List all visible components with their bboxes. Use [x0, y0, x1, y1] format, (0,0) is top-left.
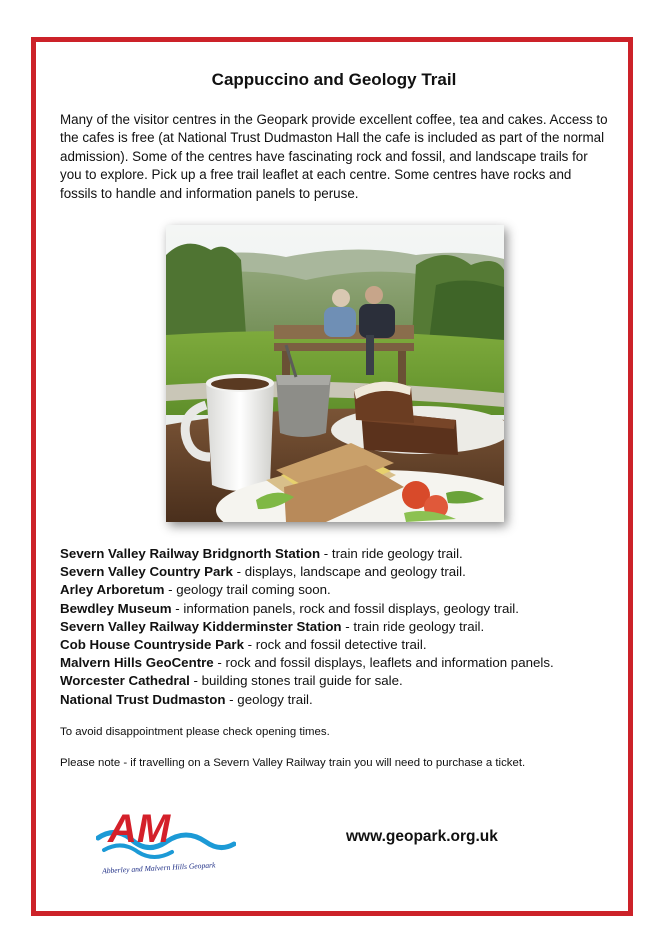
site-description: - train ride geology trail. — [320, 546, 463, 561]
geopark-logo — [96, 798, 236, 876]
list-item — [60, 581, 620, 599]
site-name: Bewdley Museum — [60, 600, 172, 616]
railway-ticket-note: Please note - if travelling on a Severn Valley Railway train you will need to purchase a ticket. — [60, 757, 526, 769]
page-title: Cappuccino and Geology Trail — [211, 70, 457, 89]
site-description: - rock and fossil detective trail. — [243, 637, 427, 653]
site-name: Cob House Countryside Park — [60, 637, 244, 653]
site-name: Malvern Hills GeoCentre — [60, 655, 214, 671]
site-name: National Trust Dudmaston — [60, 691, 226, 707]
logo-letters: AM — [108, 807, 171, 851]
site-description: - displays, landscape and geology trail. — [232, 564, 466, 580]
list-item — [60, 672, 620, 690]
list-item — [60, 545, 620, 563]
site-name: Worcester Cathedral — [60, 673, 190, 689]
site-name: Severn Valley Railway Bridgnorth Station — [60, 546, 321, 561]
site-description: - train ride geology trail. — [341, 618, 485, 634]
site-description: - information panels, rock and fossil displays, geology trail. — [171, 600, 519, 616]
site-name: Severn Valley Country Park — [60, 564, 233, 580]
site-description: - building stones trail guide for sale. — [189, 673, 403, 689]
list-item — [60, 654, 620, 672]
intro-paragraph: Many of the visitor centres in the Geopark provide excellent coffee, tea and cakes. Access to the cafes is free (at National Trust Dudmaston Hall the cafe is included as part of the normal admission). Some of the centres have fascinating rock and fossil, and landscape trails for you to explore. Pick up a free trail leaflet at each centre. Some centres have rocks and fossils to handle and information panels to peruse. — [60, 112, 608, 201]
site-name: Severn Valley Railway Kidderminster Station — [60, 618, 342, 634]
list-item — [60, 636, 620, 654]
visitor-centre-list — [60, 545, 620, 709]
list-item — [60, 600, 620, 618]
website-url[interactable]: www.geopark.org.uk — [346, 828, 498, 845]
logo-caption: Abberley and Malvern Hills Geopark — [101, 860, 216, 876]
site-description: - rock and fossil displays, leaflets and information panels. — [213, 655, 554, 671]
opening-times-note: To avoid disappointment please check opening times. — [60, 726, 330, 738]
site-description: - geology trail coming soon. — [164, 582, 331, 598]
list-item — [60, 691, 620, 709]
list-item — [60, 563, 620, 581]
site-name: Arley Arboretum — [60, 582, 165, 598]
site-description: - geology trail. — [225, 691, 313, 707]
cafe-photo — [166, 225, 504, 522]
list-item — [60, 618, 620, 636]
